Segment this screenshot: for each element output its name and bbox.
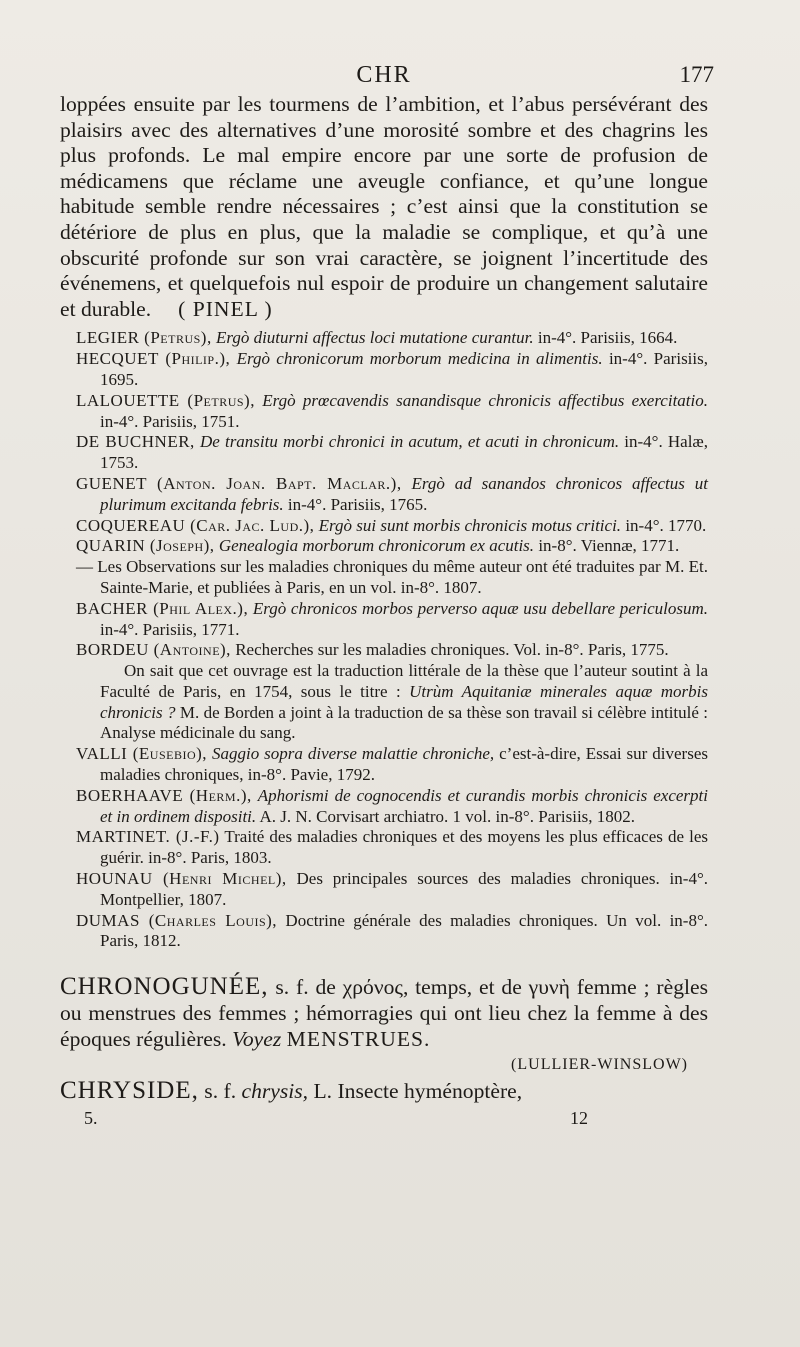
entry-title: De transitu morbi chronici in acutum, et acuti in chronicum. — [199, 432, 620, 452]
bibliography-entry — [60, 328, 708, 349]
entry-details: in-4°. 1770. — [625, 515, 707, 535]
entry-details: in-4°. Parisiis, 1751. — [100, 411, 240, 431]
entry-details: in-8°. Viennæ, 1771. — [538, 536, 680, 556]
entry-author: MARTINET. (J.-F.) — [76, 827, 220, 847]
definition-text: s. f. — [204, 1079, 237, 1104]
cross-reference: MENSTRUES. — [286, 1027, 431, 1052]
bibliography-entry — [60, 640, 708, 661]
entry-details: A. J. N. Corvisart archiatro. 1 vol. in-8°. Parisiis, 1802. — [259, 806, 636, 826]
bibliography-list — [60, 328, 708, 952]
entry-author: HOUNAU (Henri Michel), — [76, 869, 287, 889]
entry-author: DUMAS (Charles Louis), — [76, 910, 278, 930]
bibliography-entry — [60, 911, 708, 953]
entry-author: LALOUETTE (Petrus), — [76, 390, 255, 410]
bibliography-entry — [60, 827, 708, 869]
entry-author: LEGIER (Petrus), — [76, 328, 212, 348]
bibliography-entry — [60, 744, 708, 786]
entry-details: Des principales sources des maladies chroniques. in-4°. Montpellier, 1807. — [100, 869, 708, 909]
entry-details: — Les Observations sur les maladies chroniques du même auteur ont été traduites par M. Et. Sainte-Marie, et publiées à Paris, en un vol. in-8°. 1807. — [76, 557, 708, 597]
entry-details: in-4°. Parisiis, 1765. — [287, 494, 428, 514]
entry-title: Ergò sui sunt morbis chronicis motus critici. — [318, 515, 622, 535]
entry-author: COQUEREAU (Car. Jac. Lud.), — [76, 515, 315, 535]
entry-author: BORDEU (Antoine), — [76, 640, 231, 660]
bordeu-note — [60, 661, 708, 744]
entry-details: Traité des maladies chroniques et des moyens les plus efficaces de les guérir. in-8°. Paris, 1803. — [100, 827, 708, 868]
signature-number: 12 — [570, 1108, 588, 1129]
bibliography-entry — [60, 599, 708, 641]
paragraph-signature: ( PINEL ) — [178, 296, 273, 321]
bibliography-entry — [60, 536, 708, 557]
entry-title: Aphorismi de cognocendis et curandis morbis chronicis excerpti et in ordinem dispositi. — [100, 785, 708, 826]
entry-author: QUARIN (Joseph), — [76, 536, 215, 556]
headword: CHRONOGUNÉE, — [60, 973, 269, 1001]
entry-title: Saggio sopra diverse malattie chroniche, — [212, 744, 495, 764]
note-text: M. de Borden a joint à la traduction de sa thèse son travail si célèbre intitulé : Analyse médicinale du sang. — [100, 702, 709, 743]
entry-author: BOERHAAVE (Herm.), — [76, 785, 252, 805]
bibliography-entry — [60, 349, 708, 391]
entry-details: in-4°. Parisiis, 1695. — [100, 349, 708, 389]
latin-name: chrysis, — [241, 1079, 309, 1104]
body-paragraph — [60, 92, 708, 322]
headword: CHRYSIDE, — [60, 1077, 199, 1105]
entry-title: Ergò chronicos morbos perverso aquæ usu debellare periculosum. — [252, 598, 709, 618]
entry-title: Genealogia morborum chronicorum ex acutis. — [218, 536, 535, 556]
bibliography-entry — [60, 516, 708, 537]
bibliography-entry — [60, 786, 708, 828]
bibliography-entry — [60, 474, 708, 516]
bibliography-entry — [60, 432, 708, 474]
entry-author: GUENET (Anton. Joan. Bapt. Maclar.), — [76, 473, 402, 493]
entry-details: Recherches sur les maladies chroniques. Vol. in-8°. Paris, 1775. — [235, 640, 669, 660]
entry-signature: (LULLIER-WINSLOW) — [511, 1056, 688, 1074]
running-head — [60, 58, 714, 92]
running-head-title: CHR — [356, 62, 412, 88]
note-text: On sait que cet ouvrage est la traduction littérale de la thèse que l’auteur soutint à la Faculté de Paris, en 1754, sous le titre : — [100, 661, 708, 701]
bibliography-entry — [60, 869, 708, 911]
entry-details: c’est-à-dire, Essai sur diverses maladies chroniques, in-8°. Pavie, 1792. — [100, 744, 708, 785]
sheet-number: 5. — [84, 1108, 98, 1129]
entry-author: BACHER (Phil Alex.), — [76, 598, 249, 618]
entry-chronogunee — [60, 974, 708, 1074]
entry-author: VALLI (Eusebio), — [76, 744, 208, 764]
entry-chryside — [60, 1078, 708, 1104]
chronogunee-paragraph — [60, 974, 708, 1052]
definition-text: L. Insecte hyménoptère, — [313, 1079, 523, 1104]
note-title: Utrùm Aquitaniæ minerales aquæ morbis chronicis ? — [100, 681, 708, 722]
entry-title: Ergò prœcavendis sanandisque chronicis affectibus exercitatio. — [262, 390, 708, 410]
entry-author: DE BUCHNER, — [76, 432, 195, 452]
paragraph-text: loppées ensuite par les tourmens de l’ambition, et l’abus persévérant des plaisirs avec des alternatives d’une morosité sombre et des chagrins les plus profonds. Le mal empire encore par une sorte de profusion de médicamens que réclame une aveugle confiance, et qu’une longue habitude semble rendre nécessaires ; c’est ainsi que la constitution se détériore de plus en plus, que la maladie se complique, et qu’à une obscurité profonde sur son vrai caractère, se joignent l’incertitude des événemens, et quelquefois nul espoir de produire un changement salutaire et durable. — [60, 92, 708, 321]
see-label: Voyez — [232, 1027, 282, 1052]
entry-author: HECQUET (Philip.), — [76, 349, 231, 369]
entry-details: in-4°. Halæ, 1753. — [100, 432, 709, 473]
definition-text: s. f. de χρόνος, temps, et de γυνὴ femme ; règles ou menstrues des femmes ; hémorragies qui ont lieu chez la femme à des époques régulières. — [60, 975, 708, 1052]
page-number: 177 — [679, 62, 714, 87]
entry-title: Ergò diuturni affectus loci mutatione curantur. — [215, 328, 534, 348]
bibliography-entry — [60, 557, 708, 599]
bibliography-entry — [60, 391, 708, 433]
entry-details: in-4°. Parisiis, 1771. — [100, 619, 240, 639]
entry-title: Ergò ad sanandos chronicos affectus ut plurimum excitanda febris. — [100, 473, 708, 514]
entry-title: Ergò chronicorum morborum medicina in alimentis. — [236, 349, 603, 369]
entry-details: in-4°. Parisiis, 1664. — [537, 328, 678, 348]
entry-details: Doctrine générale des maladies chroniques. Un vol. in-8°. Paris, 1812. — [100, 910, 708, 951]
page-footer — [60, 1108, 708, 1136]
